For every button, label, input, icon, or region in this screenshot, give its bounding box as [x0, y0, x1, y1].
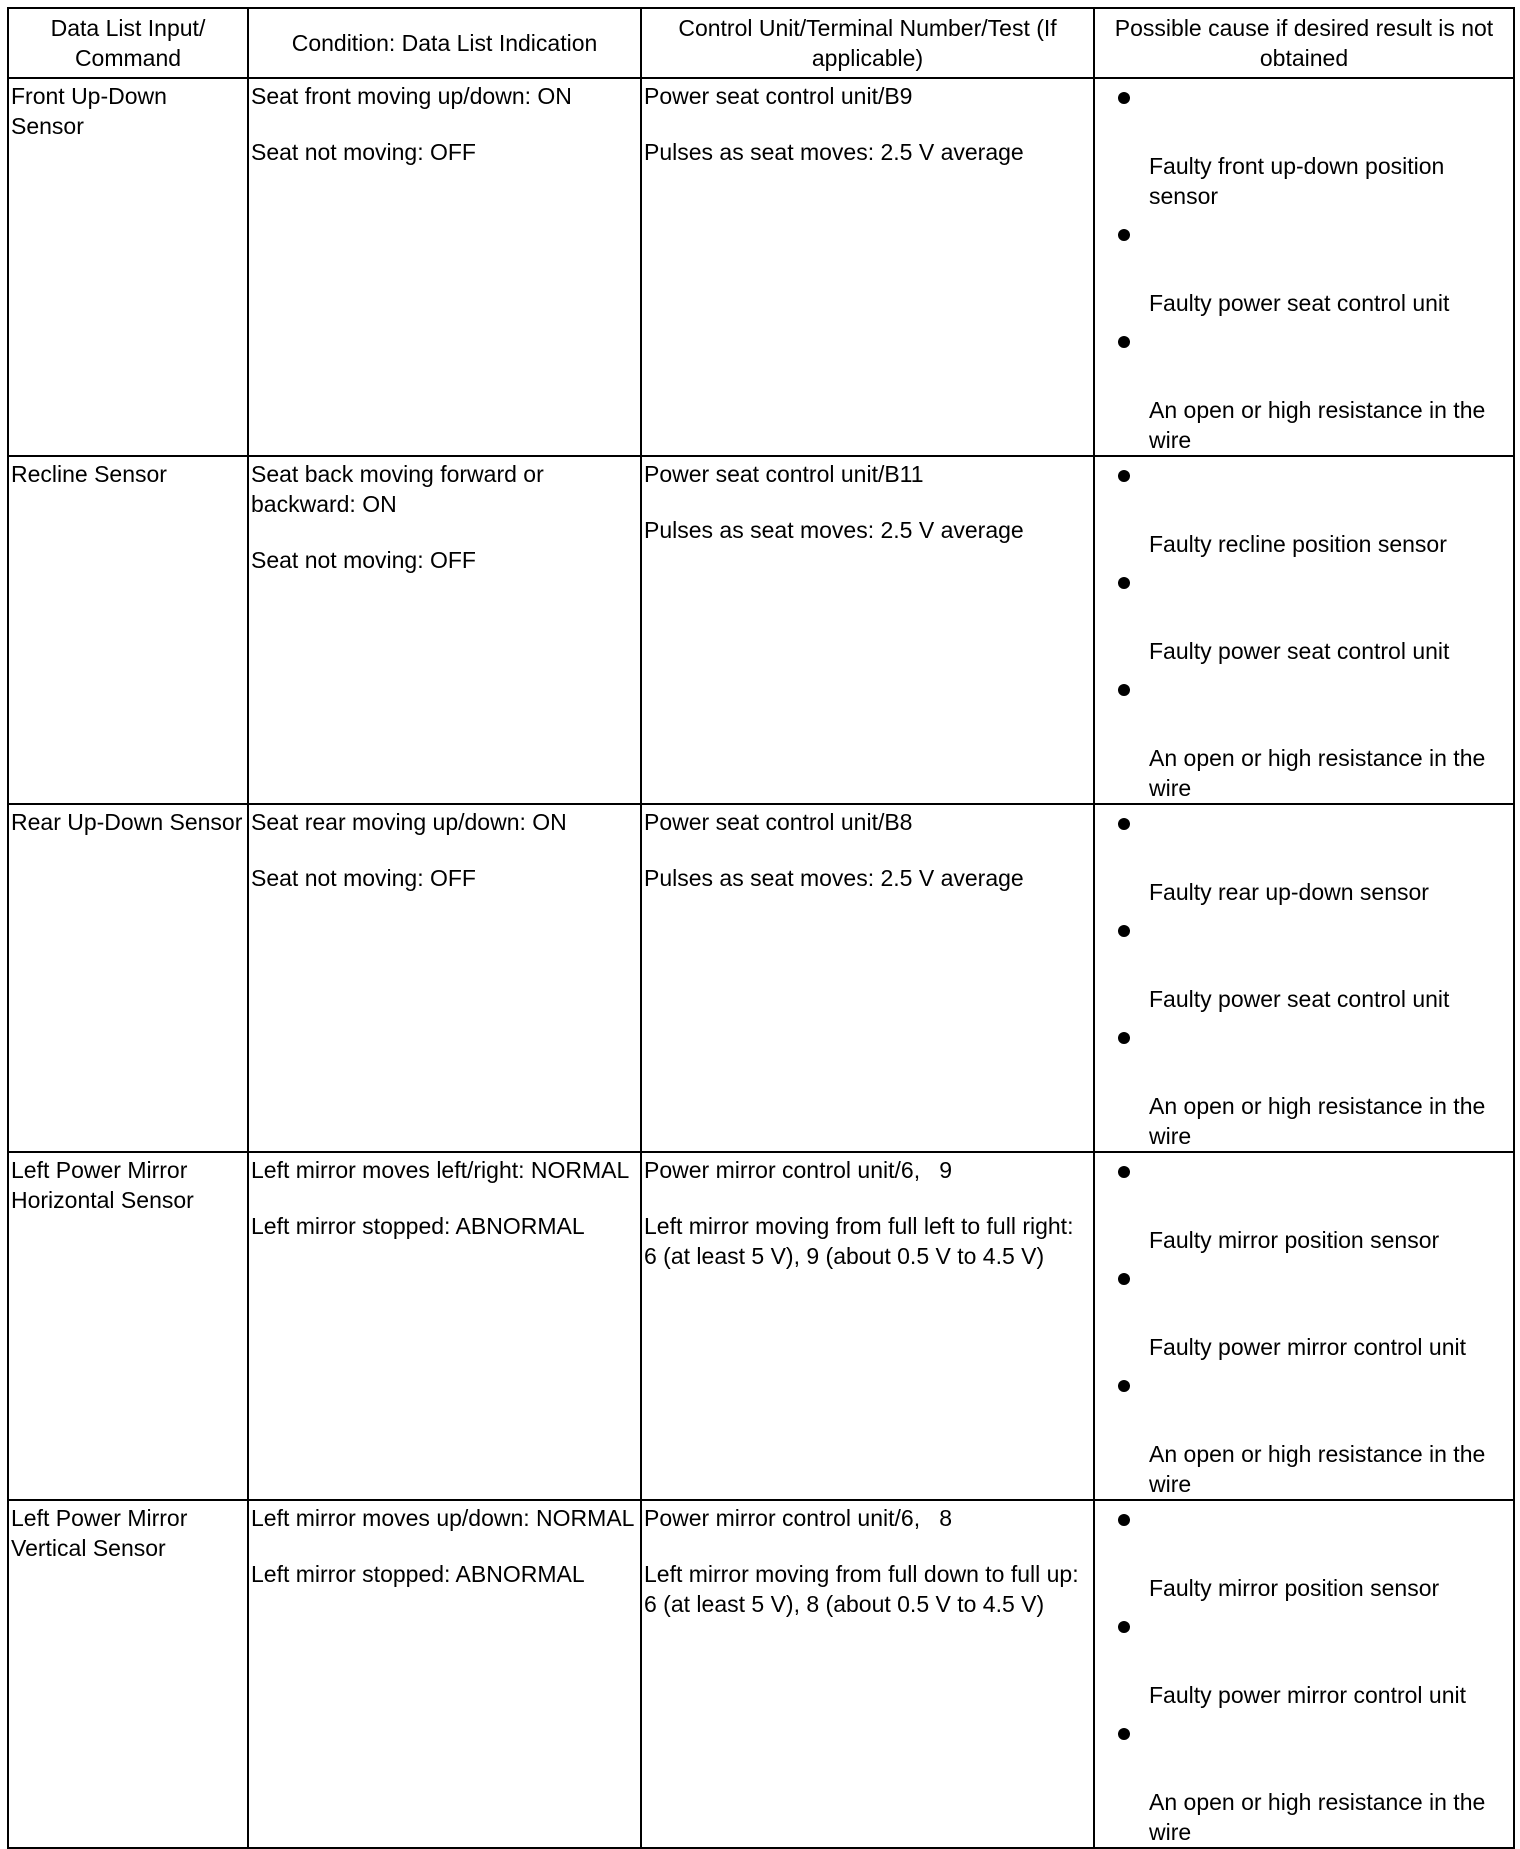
cause-text: Faulty rear up-down sensor: [1149, 879, 1429, 905]
control-line: Power seat control unit/B11: [644, 461, 924, 487]
bullet-icon: [1118, 925, 1130, 937]
cause-item: [1097, 229, 1511, 318]
cause-text: Faulty power mirror control unit: [1149, 1334, 1466, 1360]
cause-list: [1097, 818, 1511, 1151]
cause-item: [1097, 818, 1511, 907]
condition-line: Left mirror stopped: ABNORMAL: [251, 1561, 585, 1587]
condition-cell: [248, 1152, 641, 1500]
cause-text: Faulty power seat control unit: [1149, 638, 1450, 664]
cause-item: [1097, 577, 1511, 666]
condition-line: Seat not moving: OFF: [251, 865, 476, 891]
bullet-icon: [1118, 92, 1130, 104]
cause-item: [1097, 684, 1511, 803]
cause-cell: [1094, 804, 1514, 1152]
cause-item: [1097, 925, 1511, 1014]
condition-cell: [248, 1500, 641, 1848]
control-cell: [641, 804, 1094, 1152]
control-cell: [641, 456, 1094, 804]
condition-cell: [248, 78, 641, 456]
condition-line: Left mirror moves left/right: NORMAL: [251, 1157, 630, 1183]
bullet-icon: [1118, 818, 1130, 830]
control-line: Pulses as seat moves: 2.5 V average: [644, 139, 1024, 165]
cause-item: [1097, 1166, 1511, 1255]
control-cell: [641, 1500, 1094, 1848]
header-row: [8, 8, 1514, 78]
table-header: [8, 8, 1514, 78]
table-body: [8, 78, 1514, 1848]
bullet-icon: [1118, 336, 1130, 348]
control-line: Pulses as seat moves: 2.5 V average: [644, 865, 1024, 891]
control-line: Power mirror control unit/6, 9: [644, 1157, 953, 1183]
control-line: Power seat control unit/B9: [644, 83, 913, 109]
cause-cell: [1094, 78, 1514, 456]
cause-item: [1097, 470, 1511, 559]
bullet-icon: [1118, 1166, 1130, 1178]
condition-line: Seat rear moving up/down: ON: [251, 809, 567, 835]
condition-line: Left mirror stopped: ABNORMAL: [251, 1213, 585, 1239]
control-line: Power seat control unit/B8: [644, 809, 913, 835]
header-control-unit: Control Unit/Terminal Number/Test (If applicable): [641, 8, 1094, 78]
cause-cell: [1094, 456, 1514, 804]
input-cell: Front Up-Down Sensor: [8, 78, 248, 456]
cause-item: [1097, 1728, 1511, 1847]
cause-item: [1097, 1621, 1511, 1710]
condition-line: Seat back moving forward or backward: ON: [251, 461, 544, 517]
cause-cell: [1094, 1500, 1514, 1848]
control-cell: [641, 1152, 1094, 1500]
cause-text: An open or high resistance in the wire: [1149, 1789, 1486, 1845]
header-input-command: Data List Input/ Command: [8, 8, 248, 78]
control-line: Power mirror control unit/6, 8: [644, 1505, 953, 1531]
bullet-icon: [1118, 1273, 1130, 1285]
cause-text: Faulty power seat control unit: [1149, 986, 1450, 1012]
bullet-icon: [1118, 1032, 1130, 1044]
input-cell: Recline Sensor: [8, 456, 248, 804]
bullet-icon: [1118, 1621, 1130, 1633]
cause-item: [1097, 1032, 1511, 1151]
cause-text: Faulty recline position sensor: [1149, 531, 1447, 557]
table-row: [8, 78, 1514, 456]
cause-cell: [1094, 1152, 1514, 1500]
cause-text: Faulty mirror position sensor: [1149, 1227, 1440, 1253]
bullet-icon: [1118, 229, 1130, 241]
cause-text: An open or high resistance in the wire: [1149, 1441, 1486, 1497]
control-line: Pulses as seat moves: 2.5 V average: [644, 517, 1024, 543]
header-possible-cause: Possible cause if desired result is not obtained: [1094, 8, 1514, 78]
control-line: Left mirror moving from full down to full up: 6 (at least 5 V), 8 (about 0.5 V to 4.5 V): [644, 1561, 1079, 1617]
condition-line: Seat not moving: OFF: [251, 547, 476, 573]
condition-cell: [248, 804, 641, 1152]
cause-list: [1097, 92, 1511, 455]
cause-text: Faulty power seat control unit: [1149, 290, 1450, 316]
bullet-icon: [1118, 1380, 1130, 1392]
bullet-icon: [1118, 684, 1130, 696]
cause-list: [1097, 470, 1511, 803]
control-cell: [641, 78, 1094, 456]
bullet-icon: [1118, 470, 1130, 482]
condition-line: Left mirror moves up/down: NORMAL: [251, 1505, 635, 1531]
cause-text: Faulty front up-down position sensor: [1149, 153, 1445, 209]
table-row: [8, 1152, 1514, 1500]
input-cell: Left Power Mirror Horizontal Sensor: [8, 1152, 248, 1500]
control-line: Left mirror moving from full left to full right: 6 (at least 5 V), 9 (about 0.5 V to 4.5 V): [644, 1213, 1074, 1269]
cause-text: Faulty power mirror control unit: [1149, 1682, 1466, 1708]
cause-item: [1097, 92, 1511, 211]
cause-text: An open or high resistance in the wire: [1149, 1093, 1486, 1149]
table-row: [8, 456, 1514, 804]
cause-item: [1097, 336, 1511, 455]
cause-item: [1097, 1273, 1511, 1362]
condition-line: Seat front moving up/down: ON: [251, 83, 572, 109]
condition-line: Seat not moving: OFF: [251, 139, 476, 165]
input-cell: Rear Up-Down Sensor: [8, 804, 248, 1152]
condition-cell: [248, 456, 641, 804]
cause-item: [1097, 1514, 1511, 1603]
cause-list: [1097, 1166, 1511, 1499]
bullet-icon: [1118, 1728, 1130, 1740]
table-row: [8, 804, 1514, 1152]
bullet-icon: [1118, 1514, 1130, 1526]
cause-text: An open or high resistance in the wire: [1149, 745, 1486, 801]
header-condition: Condition: Data List Indication: [248, 8, 641, 78]
cause-text: Faulty mirror position sensor: [1149, 1575, 1440, 1601]
cause-list: [1097, 1514, 1511, 1847]
data-list-table: [7, 7, 1515, 1849]
cause-item: [1097, 1380, 1511, 1499]
input-cell: Left Power Mirror Vertical Sensor: [8, 1500, 248, 1848]
bullet-icon: [1118, 577, 1130, 589]
table-row: [8, 1500, 1514, 1848]
cause-text: An open or high resistance in the wire: [1149, 397, 1486, 453]
